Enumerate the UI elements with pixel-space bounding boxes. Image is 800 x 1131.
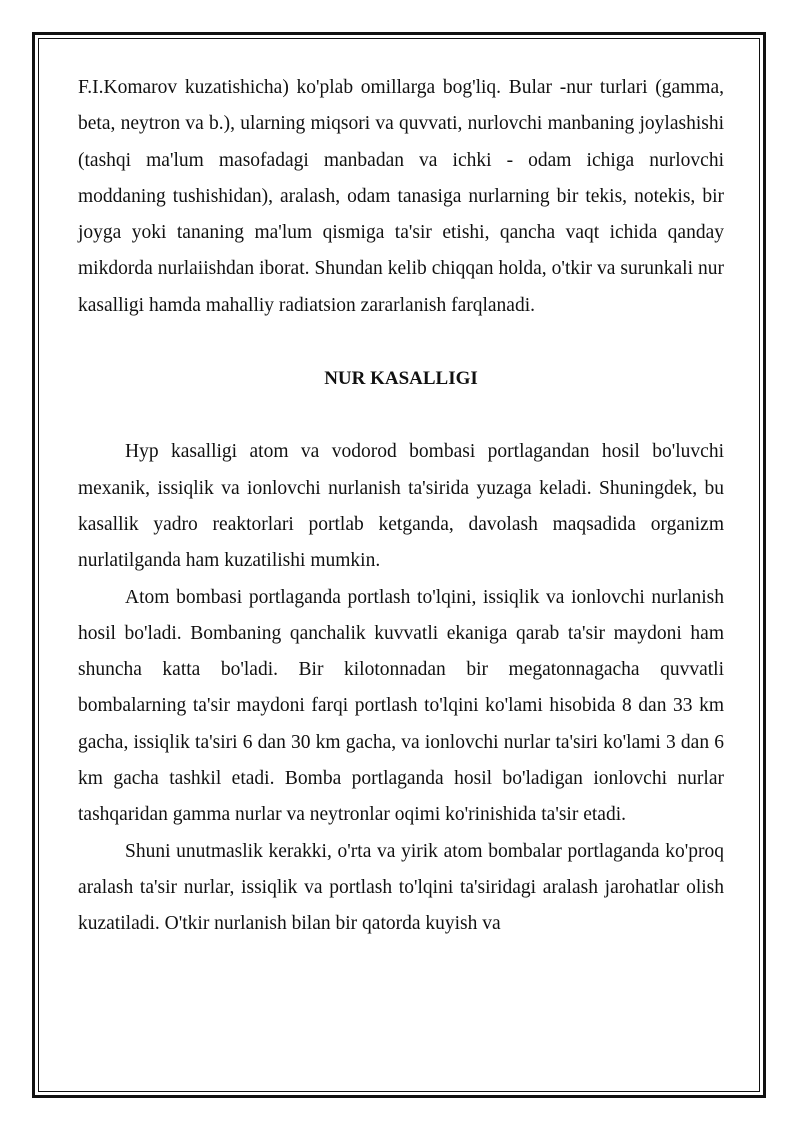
paragraph-atom-bombasi: Atom bombasi portlaganda portlash to'lqini, issiqlik va ionlovchi nurlanish hosil bo'ladi. Bombaning qanchalik kuvvatli ekaniga qarab ta'sir maydoni ham shuncha katta bo'ladi. Bir kilotonnadan bir megatonnagacha quvvatli bombalarning ta'sir maydoni farqi portlash to'lqini ko'lami hisobida 8 dan 33 km gacha, issiqlik ta'siri 6 dan 30 km gacha, va ionlovchi nurlar ta'siri ko'lami 3 dan 6 km gacha tashkil etadi. Bomba portlaganda hosil bo'ladigan ionlovchi nurlar tashqaridan gamma nurlar va neytronlar oqimi ko'rinishida ta'sir etadi. (78, 586, 724, 826)
document-body (78, 70, 724, 943)
paragraph-nur-kasalligi: Hyp kasalligi atom va vodorod bombasi portlagandan hosil bo'luvchi mexanik, issiqlik va ionlovchi nurlanish ta'sirida yuzaga keladi. Shuningdek, bu kasallik yadro reaktorlari portlab ketganda, davolash maqsadida organizm nurlatilganda ham kuzatilishi mumkin. (78, 441, 724, 572)
section-heading: NUR KASALLIGI (324, 368, 478, 390)
paragraph-aralash-jarohatlar: Shuni unutmaslik kerakki, o'rta va yirik atom bombalar portlaganda ko'proq aralash ta'sir nurlar, issiqlik va portlash to'lqini ta'siridagi aralash jarohatlar olish kuzatiladi. O'tkir nurlanish bilan bir qatorda kuyish va (78, 840, 724, 935)
paragraph-intro: F.I.Komarov kuzatishicha) ko'plab omillarga bog'liq. Bular -nur turlari (gamma, beta, neytron va b.), ularning miqsori va quvvati, nurlovchi manbaning joylashishi (tashqi ma'lum masofadagi manbadan va ichki - odam ichiga nurlovchi moddaning tushishidan), aralash, odam tanasiga nurlarning bir tekis, notekis, bir joyga yoki tananing ma'lum qismiga ta'sir etishi, qancha vaqt ichida qanday mikdorda nurlaiishdan iborat. Shundan kelib chiqqan holda, o'tkir va surunkali nur kasalligi hamda mahalliy radiatsion zararlanish farqlanadi. (78, 77, 724, 316)
